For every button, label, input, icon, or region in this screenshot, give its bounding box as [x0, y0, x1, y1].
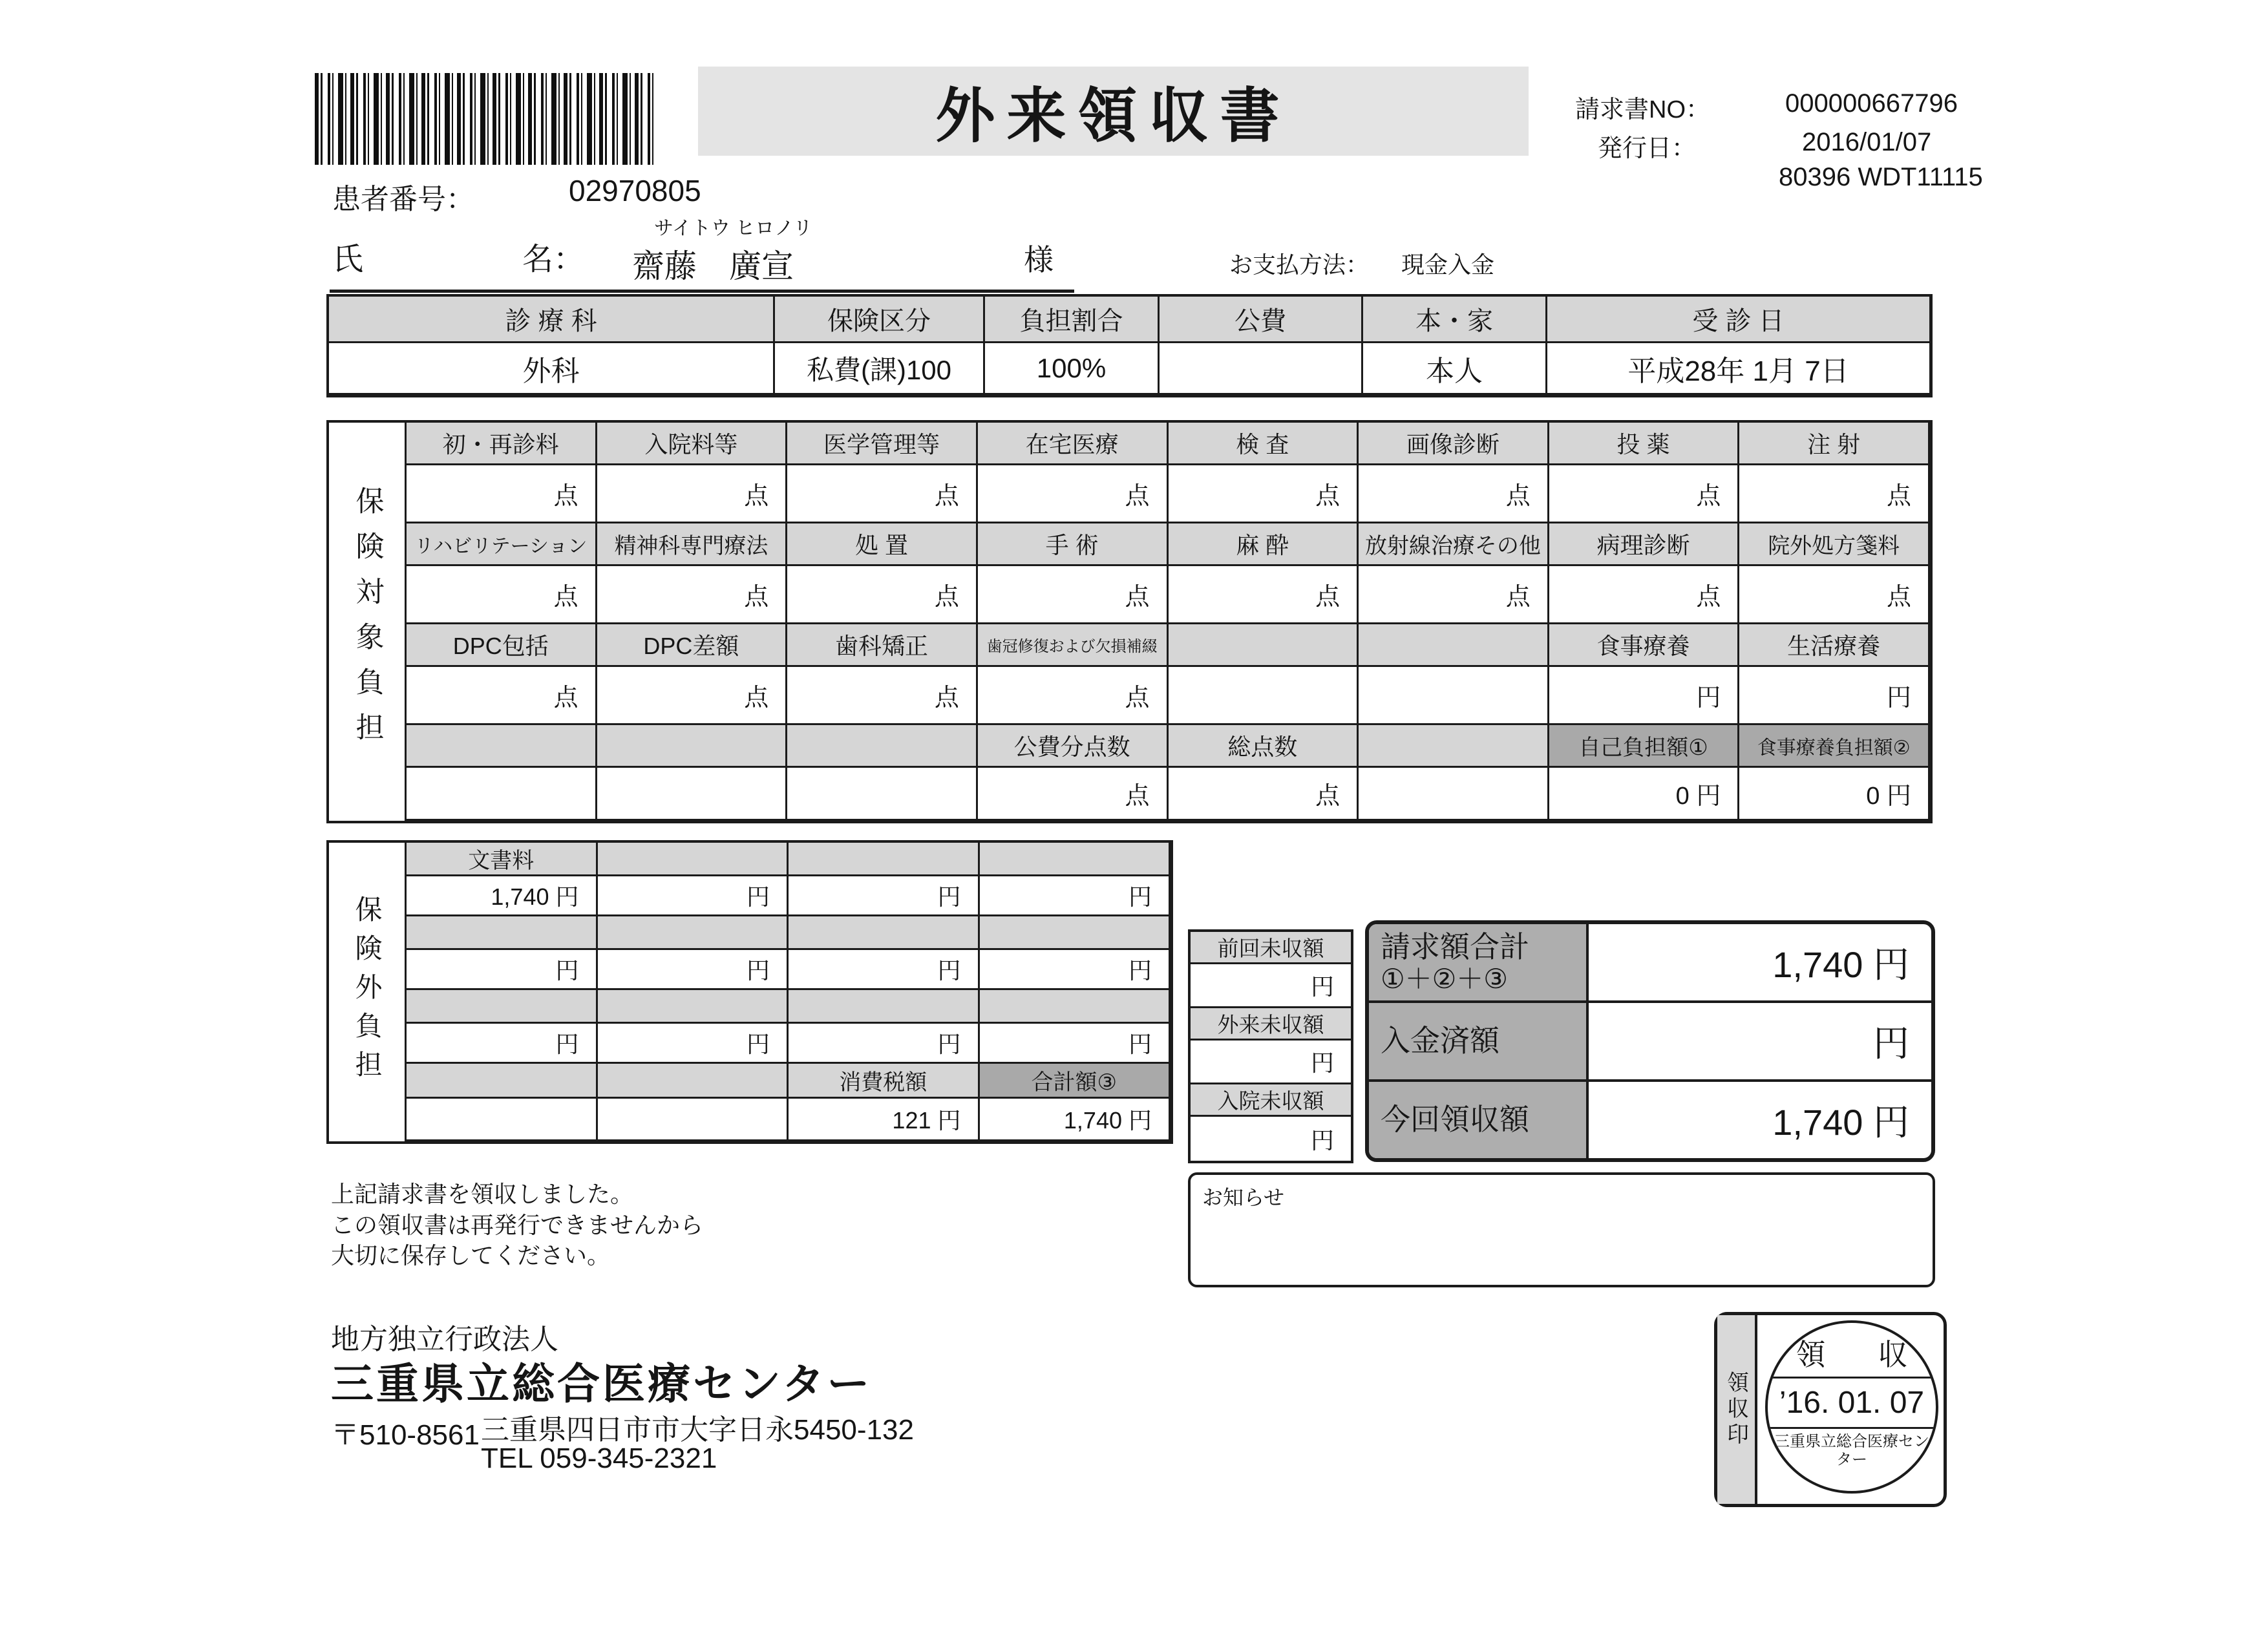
visit-table — [326, 294, 1933, 397]
honorific: 様 — [1024, 243, 1054, 277]
insurance-point-cell — [1169, 667, 1359, 725]
hospital-name: 三重県立総合医療センター — [331, 1360, 873, 1408]
insurance-point-cell: 点 — [978, 465, 1169, 523]
stamp-org — [1768, 1429, 1936, 1491]
insurance-header-cell: 食事療養負担額② — [1739, 725, 1930, 768]
insurance-header-cell: 初・再診料 — [407, 423, 597, 465]
unpaid-value: 円 — [1191, 964, 1351, 1008]
noninsurance-header-cell — [598, 843, 789, 876]
insurance-header-cell — [597, 725, 788, 768]
noninsurance-header-cell — [789, 916, 980, 950]
insurance-header-cell: 画像診断 — [1359, 423, 1549, 465]
title-band — [698, 67, 1529, 156]
insurance-header-cell: 処 置 — [787, 523, 978, 566]
insurance-point-cell: 点 — [978, 566, 1169, 624]
summary-label-line1: 今回領収額 — [1381, 1103, 1529, 1137]
noninsurance-header-cell: 合計額③ — [980, 1064, 1171, 1099]
insurance-header-cell: DPC包括 — [407, 624, 597, 667]
insurance-point-cell: 点 — [407, 667, 597, 725]
insurance-header-cell: 食事療養 — [1549, 624, 1740, 667]
invoice-no-value: 000000667796 — [1785, 89, 1958, 118]
insurance-header-cell — [787, 725, 978, 768]
noninsurance-value-cell: 円 — [789, 950, 980, 990]
insurance-point-cell: 点 — [1359, 465, 1549, 523]
summary-label-line1: 請求額合計 — [1381, 929, 1529, 964]
visit-value-cell — [1160, 343, 1363, 395]
patient-name: 齋藤 廣宣 — [632, 248, 794, 284]
insurance-point-cell — [407, 768, 597, 821]
receipt-note — [331, 1179, 703, 1271]
insurance-point-cell: 点 — [978, 667, 1169, 725]
patient-name-kana: サイトウ ヒロノリ — [654, 218, 813, 239]
insurance-point-cell: 点 — [407, 465, 597, 523]
stamp-body — [1757, 1315, 1944, 1504]
unpaid-label: 前回未収額 — [1191, 932, 1351, 964]
visit-value-cell: 平成28年 1月 7日 — [1547, 343, 1931, 395]
visit-header-cell: 受 診 日 — [1547, 297, 1931, 343]
noninsurance-value-cell: 円 — [598, 1024, 789, 1064]
noninsurance-header-cell — [598, 916, 789, 950]
noninsurance-header-cell: 文書料 — [407, 843, 598, 876]
insurance-header-cell: 検 査 — [1169, 423, 1359, 465]
noninsurance-value-cell: 円 — [980, 1024, 1171, 1064]
noninsurance-value-cell: 1,740 円 — [980, 1099, 1171, 1141]
doc-code: 80396 WDT11115 — [1779, 163, 1983, 191]
noninsurance-value-cell: 1,740 円 — [407, 876, 598, 916]
noninsurance-value-cell: 円 — [598, 950, 789, 990]
visit-value-cell: 外科 — [329, 343, 775, 395]
noninsurance-value-cell: 円 — [598, 876, 789, 916]
insurance-table — [326, 420, 1933, 823]
insurance-header-cell: DPC差額 — [597, 624, 788, 667]
stamp-date: ’16. 01. 07 — [1768, 1379, 1936, 1429]
visit-header-cell: 本・家 — [1363, 297, 1547, 343]
insurance-header-cell: 入院料等 — [597, 423, 788, 465]
insurance-point-cell: 点 — [1549, 465, 1740, 523]
noninsurance-header-cell — [789, 990, 980, 1024]
insurance-header-cell: 病理診断 — [1549, 523, 1740, 566]
insurance-point-cell: 点 — [978, 768, 1169, 821]
noninsurance-value-cell: 円 — [789, 1024, 980, 1064]
visit-header-cell: 公費 — [1160, 297, 1363, 343]
unpaid-label: 外来未収額 — [1191, 1008, 1351, 1041]
insurance-point-cell: 点 — [1169, 566, 1359, 624]
noninsurance-value-cell: 円 — [407, 1024, 598, 1064]
noninsurance-header-cell — [407, 990, 598, 1024]
summary-label — [1369, 1003, 1589, 1082]
insurance-header-cell — [1359, 725, 1549, 768]
insurance-point-cell: 円 — [1549, 667, 1740, 725]
visit-value-cell: 私費(課)100 — [775, 343, 985, 395]
visit-header-cell: 保険区分 — [775, 297, 985, 343]
noninsurance-value-cell: 円 — [789, 876, 980, 916]
insurance-point-cell: 点 — [787, 667, 978, 725]
hospital-address: 三重県四日市市大字日永5450-132 — [481, 1414, 914, 1446]
invoice-no-label: 請求書NO： — [1575, 96, 1711, 123]
summary-label — [1369, 924, 1589, 1003]
insurance-header-cell: 自己負担額① — [1549, 725, 1740, 768]
insurance-point-cell: 0 円 — [1549, 768, 1740, 821]
insurance-header-cell: 歯冠修復および欠損補綴 — [978, 624, 1169, 667]
stamp-org-line: ター — [1836, 1450, 1867, 1468]
notice-label: お知らせ — [1202, 1186, 1285, 1209]
unpaid-table — [1188, 929, 1353, 1163]
insurance-point-cell — [597, 768, 788, 821]
insurance-header-cell: 院外処方箋料 — [1739, 523, 1930, 566]
insurance-header-cell: 在宅医療 — [978, 423, 1169, 465]
noninsurance-table — [326, 840, 1173, 1144]
noninsurance-value-cell: 円 — [980, 950, 1171, 990]
insurance-point-cell: 点 — [407, 566, 597, 624]
visit-value-cell: 100% — [985, 343, 1160, 395]
insurance-point-cell: 点 — [1169, 768, 1359, 821]
insurance-header-cell: 生活療養 — [1739, 624, 1930, 667]
insurance-point-cell: 点 — [787, 465, 978, 523]
insurance-header-cell: 歯科矯正 — [787, 624, 978, 667]
receipt-note-line: 上記請求書を領収しました。 — [331, 1181, 634, 1207]
issue-date-value: 2016/01/07 — [1802, 128, 1932, 156]
summary-value: 円 — [1589, 1003, 1931, 1082]
summary-label-line2: ①＋②＋③ — [1381, 964, 1508, 995]
insurance-point-cell: 点 — [787, 566, 978, 624]
insurance-header-cell: 手 術 — [978, 523, 1169, 566]
insurance-header-cell — [407, 725, 597, 768]
summary-box — [1365, 920, 1935, 1162]
name-underline — [330, 290, 1074, 293]
unpaid-value: 円 — [1191, 1041, 1351, 1084]
insurance-point-cell: 点 — [1739, 465, 1930, 523]
insurance-point-cell: 点 — [1739, 566, 1930, 624]
receipt-note-line: 大切に保存してください。 — [331, 1242, 611, 1269]
noninsurance-side-label: 保険外負担 — [329, 843, 407, 1141]
noninsurance-value-cell: 円 — [407, 950, 598, 990]
insurance-side-label: 保険対象負担 — [329, 423, 407, 821]
noninsurance-value-cell — [407, 1099, 598, 1141]
hospital-org-type: 地方独立行政法人 — [331, 1324, 558, 1355]
noninsurance-header-cell: 消費税額 — [789, 1064, 980, 1099]
hospital-tel: TEL 059-345-2321 — [481, 1442, 717, 1474]
insurance-point-cell — [787, 768, 978, 821]
noninsurance-header-cell — [789, 843, 980, 876]
notice-box — [1188, 1172, 1935, 1287]
stamp-circle — [1765, 1320, 1938, 1494]
stamp-box — [1714, 1312, 1947, 1507]
noninsurance-header-cell — [980, 843, 1171, 876]
visit-value-cell: 本人 — [1363, 343, 1547, 395]
insurance-header-cell — [1169, 624, 1359, 667]
visit-header-cell: 負担割合 — [985, 297, 1160, 343]
noninsurance-header-cell — [407, 916, 598, 950]
payment-method-value: 現金入金 — [1401, 251, 1495, 278]
insurance-point-cell: 点 — [1359, 566, 1549, 624]
stamp-side-label: 領収印 — [1717, 1315, 1757, 1504]
unpaid-value: 円 — [1310, 1126, 1334, 1154]
noninsurance-header-cell — [598, 1064, 789, 1099]
visit-header-cell: 診 療 科 — [329, 297, 775, 343]
insurance-point-cell: 点 — [597, 566, 788, 624]
insurance-point-cell: 点 — [1169, 465, 1359, 523]
noninsurance-header-cell — [407, 1064, 598, 1099]
name-label-2: 名： — [522, 242, 585, 277]
insurance-point-cell: 点 — [597, 667, 788, 725]
summary-label — [1369, 1082, 1589, 1158]
insurance-header-cell — [1359, 624, 1549, 667]
insurance-point-cell: 点 — [1549, 566, 1740, 624]
insurance-point-cell: 点 — [597, 465, 788, 523]
patient-no-label: 患者番号： — [332, 184, 474, 215]
name-label: 氏 — [332, 242, 364, 277]
noninsurance-header-cell — [980, 990, 1171, 1024]
noninsurance-header-cell — [980, 916, 1171, 950]
stamp-org-line: 三重県立総合医療セン — [1774, 1433, 1929, 1450]
insurance-header-cell: 放射線治療その他 — [1359, 523, 1549, 566]
summary-label-line1: 入金済額 — [1381, 1024, 1500, 1058]
insurance-point-cell — [1359, 768, 1549, 821]
patient-no-value: 02970805 — [569, 174, 701, 207]
payment-method-label: お支払方法： — [1229, 251, 1370, 278]
insurance-header-cell: 注 射 — [1739, 423, 1930, 465]
insurance-header-cell: 医学管理等 — [787, 423, 978, 465]
noninsurance-header-cell — [598, 990, 789, 1024]
barcode — [315, 73, 654, 165]
receipt-note-line: この領収書は再発行できませんから — [331, 1211, 704, 1238]
summary-value: 1,740 円 — [1772, 1102, 1909, 1143]
hospital-postal-code: 〒510-8561 — [331, 1419, 480, 1451]
unpaid-label: 入院未収額 — [1191, 1084, 1351, 1117]
noninsurance-value-cell: 121 円 — [789, 1099, 980, 1141]
insurance-header-cell: 精神科専門療法 — [597, 523, 788, 566]
insurance-header-cell: 公費分点数 — [978, 725, 1169, 768]
page-title: 外来領収書 — [935, 83, 1291, 149]
noninsurance-value-cell — [598, 1099, 789, 1141]
summary-value: 1,740 円 — [1589, 924, 1931, 1003]
stamp-title: 領 収 — [1768, 1323, 1936, 1379]
insurance-point-cell: 円 — [1739, 667, 1930, 725]
insurance-header-cell: 麻 酔 — [1169, 523, 1359, 566]
insurance-header-cell: リハビリテーション — [407, 523, 597, 566]
insurance-header-cell: 総点数 — [1169, 725, 1359, 768]
insurance-point-cell: 0 円 — [1739, 768, 1930, 821]
insurance-point-cell — [1359, 667, 1549, 725]
insurance-header-cell: 投 薬 — [1549, 423, 1740, 465]
noninsurance-value-cell: 円 — [980, 876, 1171, 916]
issue-date-label: 発行日： — [1598, 135, 1697, 162]
